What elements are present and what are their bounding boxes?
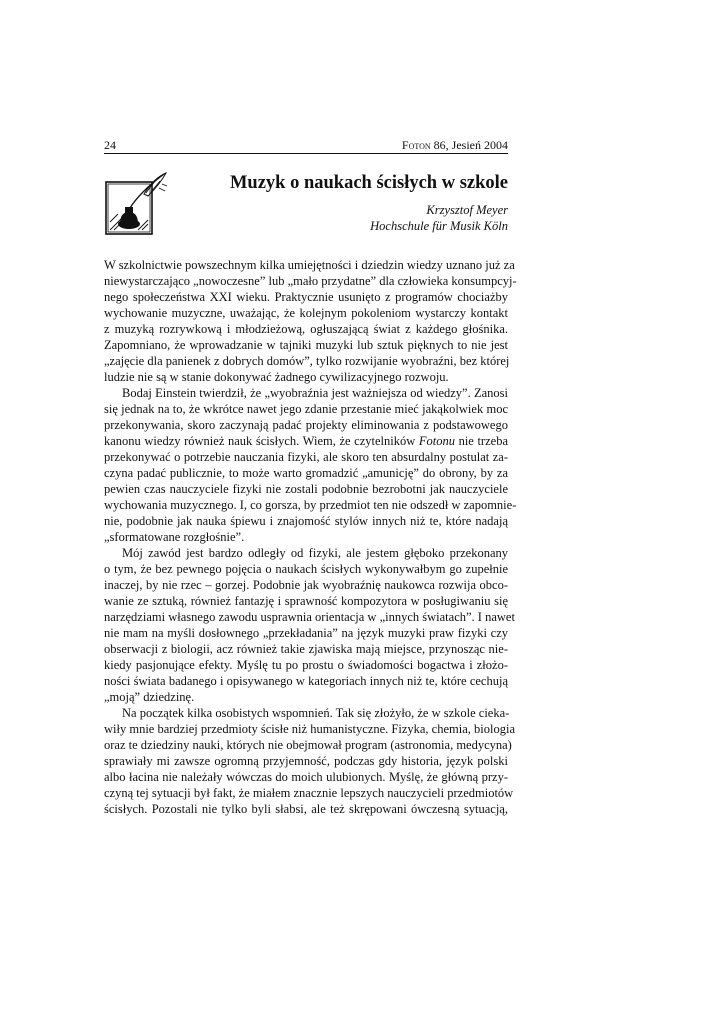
text-line: pewien czas nauczyciele fizyki nie zostali podobnie bezrobotni jak nauczyciele — [104, 482, 508, 496]
text-line: nie, podobnie jak nauka śpiewu i znajomość stylów innych niż te, które nadają — [104, 514, 508, 528]
article-body — [104, 257, 517, 817]
text-line: kiedy pasjonujące efekty. Myślę tu po prostu o świadomości bogactwa i złożo- — [104, 658, 508, 672]
author-affiliation: Hochschule für Musik Köln — [370, 219, 508, 233]
text-line: narzędziami własnego zawodu usprawnia orientacja w „innych światach”. I nawet — [104, 610, 515, 624]
text-line: niewystarczająco „nowoczesne” lub „mało przydatne” dla człowieka konsumpcyj- — [104, 274, 517, 288]
issue-label: 86, Jesień 2004 — [430, 138, 508, 152]
italic-journal-name: Fotonu — [418, 434, 455, 448]
text-line: czyną tej sytuacji był fakt, że miałem znacznie lepszych nauczycieli przedmiotów — [104, 786, 514, 800]
article-title: Muzyk o naukach ścisłych w szkole — [229, 173, 508, 193]
text-line: inaczej, by nie rzec – gorzej. Podobnie jak wyobraźnię naukowca rozwija obco- — [104, 578, 508, 592]
text-line: obserwacji z biologii, acz również takie zjawiska mają miejsce, przynosząc nie- — [104, 642, 508, 656]
text-line: „zajęcie dla panienek z dobrych domów”, tylko rozwijanie wyobraźni, bez której — [104, 354, 510, 368]
text-line: ścisłych. Pozostali nie tylko byli słabsi, ale też skrępowani ówczesną sytuacją, — [104, 802, 508, 816]
text-line: wychowanie muzyczne, uważając, że kolejnym pokoleniom wystarczy kontakt — [104, 306, 508, 320]
text-line: czyna padać publicznie, to może warto gromadzić „amunicję” do obrony, by za — [104, 466, 508, 480]
text-line: ności świata badanego i opisywanego w kategoriach innych niż te, które cechują — [104, 674, 508, 688]
text-line: oraz te dziedziny nauki, których nie obejmował program (astronomia, medycyna) — [104, 738, 512, 752]
text-line: albo łacina nie należały wówczas do moich ulubionych. Myślę, że główną przy- — [104, 770, 508, 784]
text-line: nie mam na myśli dosłownego „przekładania” na język muzyki praw fizyki czy — [104, 626, 508, 640]
text-line: nego społeczeństwa XXI wieku. Praktycznie usunięto z programów chociażby — [104, 290, 508, 304]
text-line: sprawiały mi zawsze ogromną przyjemność, podczas gdy historia, język polski — [104, 754, 508, 768]
page-number: 24 — [104, 138, 116, 152]
journal-name: Foton — [401, 138, 431, 152]
text-line: „moją” dziedzinę. — [104, 690, 195, 704]
text-segment: kanonu wiedzy również nauk ścisłych. Wiem, że czytelników — [104, 434, 419, 448]
text-line: „sformatowane rozgłośnie”. — [104, 530, 245, 544]
text-line: o tym, że bez pewnego pojęcia o naukach ścisłych wykonywałbym go zupełnie — [104, 562, 508, 576]
text-line-with-italic — [104, 433, 508, 449]
text-segment: nie trzeba — [454, 434, 508, 448]
text-line: W szkolnictwie powszechnym kilka umiejętności i dziedzin wiedzy uznano już za — [104, 258, 515, 272]
text-line: przekonywać o potrzebie nauczania fizyki, ale skoro ten absurdalny postulat za- — [104, 450, 508, 464]
text-line: Bodaj Einstein twierdził, że „wyobraźnia jest ważniejsza od wiedzy”. Zanosi — [122, 386, 508, 400]
text-line: się jednak na to, że wkrótce nawet jego zdanie przestanie mieć jakąkolwiek moc — [104, 402, 508, 416]
text-line: Zapomniano, że wprowadzanie w tajniki muzyki lub sztuk pięknych to nie jest — [104, 338, 508, 352]
inkwell-quill-icon — [104, 172, 168, 238]
text-line: ludzie nie są w stanie dokonywać żadnego cywilizacyjnego rozwoju. — [104, 370, 449, 384]
text-line: wiły mnie bardziej przedmioty ścisłe niż humanistyczne. Fizyka, chemia, biologia — [104, 722, 515, 736]
text-line: przekonywania, skoro zaczynają padać projekty eliminowania z podstawowego — [104, 418, 508, 432]
author-name: Krzysztof Meyer — [426, 203, 508, 217]
text-line: Mój zawód jest bardzo odległy od fizyki, ale jestem głęboko przekonany — [122, 546, 508, 560]
text-line: wychowania muzycznego. I, co gorsza, by przedmiot ten nie odszedł w zapomnie- — [104, 498, 517, 512]
header-rule — [104, 153, 508, 154]
text-line: Na początek kilka osobistych wspomnień. Tak się złożyło, że w szkole cieka- — [122, 706, 510, 720]
running-header — [104, 137, 508, 153]
text-line: z muzyką rozrywkową i młodzieżową, ogłuszającą świat z każdego głośnika. — [104, 322, 508, 336]
text-line: wanie ze sztuką, również fantazję i sprawność kompozytora w posługiwaniu się — [104, 594, 508, 608]
journal-issue — [402, 137, 508, 153]
